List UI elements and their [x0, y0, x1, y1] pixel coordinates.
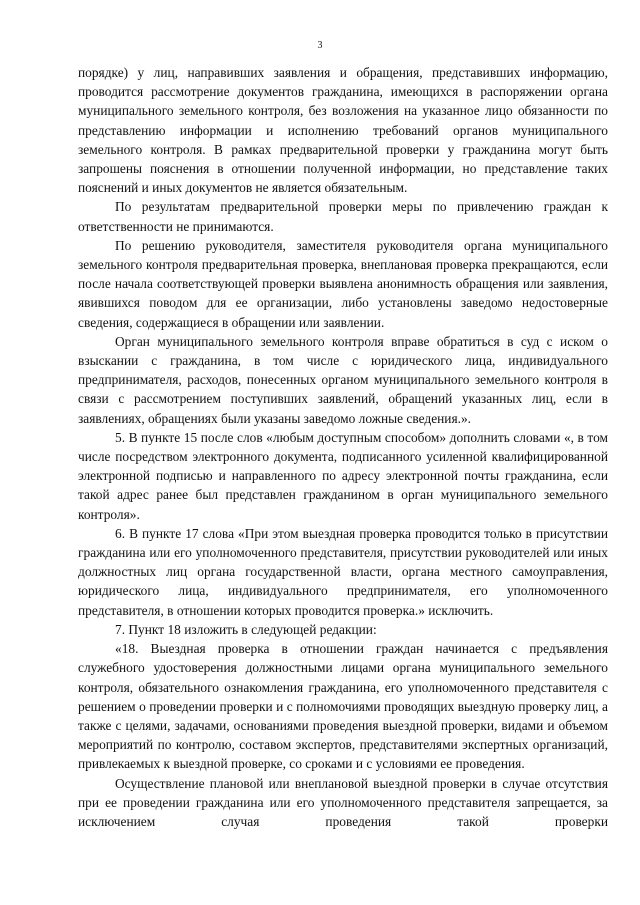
page-number: 3	[317, 40, 323, 51]
paragraph: порядке) у лиц, направивших заявления и обращения, представивших информацию, проводится рассмотрение документов гражданина, имеющихся в распоряжении органа муниципального земельного контроля, без возложения на указанное лицо обязанности по представлению информации и исполнению требований органов муниципального земельного контроля. В рамках предварительной проверки у гражданина могут быть запрошены пояснения в отношении полученной информации, но представление таких пояснений и иных документов не является обязательным.	[78, 65, 608, 196]
paragraph: По решению руководителя, заместителя руководителя органа муниципального земельного контроля предварительная проверка, внеплановая проверка прекращаются, если после начала соответствующей проверки выявлена анонимность обращения или заявления, явившихся поводом для ее организации, либо установлены заведомо недостоверные сведения, содержащиеся в обращении или заявлении.	[78, 237, 608, 330]
paragraph: 5. В пункте 15 после слов «любым доступным способом» дополнить словами «, в том числе посредством электронного документа, подписанного усиленной квалифицированной электронной подписью и направленного по адресу электронной почты гражданина, если такой адрес ранее был представлен гражданином в орган муниципального земельного контроля».	[78, 429, 608, 522]
paragraph: Осуществление плановой или внеплановой выездной проверки в случае отсутствия при ее проведении гражданина или его уполномоченного представителя запрещается, за исключением случая проведения такой проверки	[78, 775, 608, 829]
paragraph: «18. Выездная проверка в отношении граждан начинается с предъявления служебного удостоверения должностными лицами органа муниципального земельного контроля, обязательного ознакомления гражданина, его уполномоченного представителя с решением о проведении проверки и с полномочиями проводящих выездную проверку лиц, а также с целями, задачами, основаниями проведения выездной проверки, видами и объемом мероприятий по контролю, составом экспертов, представителями экспертных организаций, привлекаемых к выездной проверке, со сроками и с условиями ее проведения.	[78, 641, 608, 772]
paragraph: 7. Пункт 18 изложить в следующей редакции:	[115, 621, 377, 637]
document-body	[78, 63, 608, 831]
paragraph: 6. В пункте 17 слова «При этом выездная проверка проводится только в присутствии гражданина или его уполномоченного представителя, присутствии руководителей или иных должностных лиц органа государственной власти, органа местного самоуправления, юридического лица, индивидуального предпринимателя, его уполномоченного представителя, в отношении которых проводится проверка.» исключить.	[78, 525, 608, 618]
paragraph: По результатам предварительной проверки меры по привлечению граждан к ответственности не принимаются.	[78, 199, 608, 234]
paragraph: Орган муниципального земельного контроля вправе обратиться в суд с иском о взыскании с гражданина, в том числе с юридического лица, индивидуального предпринимателя, расходов, понесенных органом муниципального земельного контроля в связи с рассмотрением поступивших заявлений, обращений указанных лиц, если в заявлениях, обращениях были указаны заведомо ложные сведения.».	[78, 333, 608, 426]
